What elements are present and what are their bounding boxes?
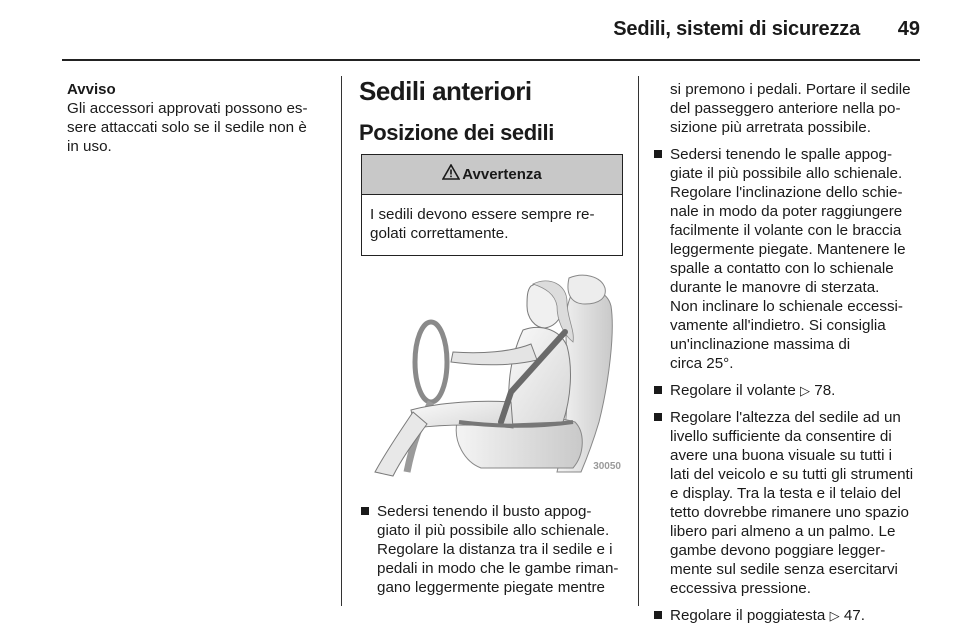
list-item-line: un'inclinazione massima di bbox=[670, 336, 851, 353]
note-line: Gli accessori approvati possono es- bbox=[67, 100, 308, 117]
list-item-line: circa 25°. bbox=[670, 355, 734, 372]
seated-driver-drawing bbox=[361, 272, 623, 480]
note-label: Avviso bbox=[67, 81, 116, 98]
warning-header bbox=[362, 155, 622, 195]
text-line: del passeggero anteriore nella po- bbox=[670, 100, 901, 117]
column-divider-right bbox=[638, 76, 639, 606]
header-rule bbox=[62, 59, 920, 61]
warning-triangle-icon bbox=[442, 164, 460, 185]
list-item-line: Sedersi tenendo le spalle appog- bbox=[670, 146, 893, 163]
list-item-line: facilmente il volante con le braccia bbox=[670, 222, 902, 239]
text-line: sizione più arretrata possibile. bbox=[670, 119, 871, 136]
list-item bbox=[652, 381, 922, 400]
list-item bbox=[652, 408, 922, 598]
list-item bbox=[359, 502, 624, 597]
list-item-line: eccessiva pressione. bbox=[670, 580, 811, 597]
list-item-line: libero pari almeno a un palmo. Le bbox=[670, 523, 896, 540]
list-item-line: Regolare l'altezza del sedile ad un bbox=[670, 409, 901, 426]
list-item-line: durante le manovre di sterzata. bbox=[670, 279, 880, 296]
list-item-line: spalle a contatto con lo schienale bbox=[670, 260, 894, 277]
note-line: in uso. bbox=[67, 138, 112, 155]
list-item-line: avere una buona visuale su tutti i bbox=[670, 447, 893, 464]
note-line: sere attaccati solo se il sedile non è bbox=[67, 119, 307, 136]
column-divider-left bbox=[341, 76, 342, 606]
warning-body bbox=[362, 195, 622, 255]
section-heading: Sedili anteriori bbox=[359, 76, 532, 106]
figure-number: 30050 bbox=[593, 461, 621, 472]
list-item-line: tetto dovrebbe rimanere uno spazio bbox=[670, 504, 909, 521]
page-number: 49 bbox=[897, 18, 920, 40]
list-item-line: vamente all'indietro. Si consiglia bbox=[670, 317, 886, 334]
page-reference-icon: ▷ bbox=[800, 383, 811, 398]
column-2 bbox=[359, 76, 624, 605]
column-3 bbox=[652, 80, 922, 633]
list-item-line: leggermente piegate. Mantenere le bbox=[670, 241, 906, 258]
list-item-line: lati del veicolo e su tutti gli strumenti bbox=[670, 466, 914, 483]
text-line: si premono i pedali. Portare il sedile bbox=[670, 81, 911, 98]
page-reference: 78. bbox=[814, 382, 836, 399]
subsection-heading: Posizione dei sedili bbox=[359, 120, 554, 145]
list-item-line: giate il più possibile allo schienale. bbox=[670, 165, 903, 182]
note-text bbox=[67, 99, 329, 156]
list-item-line: Regolare la distanza tra il sedile e i bbox=[377, 541, 613, 558]
list-item-line: giato il più possibile allo schienale. bbox=[377, 522, 610, 539]
list-item bbox=[652, 145, 922, 373]
list-item-line: pedali in modo che le gambe riman- bbox=[377, 560, 619, 577]
list-item-line: gambe devono poggiare legger- bbox=[670, 542, 886, 559]
list-item-line: nale in modo da poter raggiungere bbox=[670, 203, 903, 220]
continuation-text bbox=[652, 80, 922, 137]
list-item-line: gano leggermente piegate mentre bbox=[377, 579, 605, 596]
list-item-text: Regolare il poggiatesta bbox=[670, 607, 826, 624]
list-item-line: e display. Tra la testa e il telaio del bbox=[670, 485, 902, 502]
list-item-line: Regolare l'inclinazione dello schie- bbox=[670, 184, 903, 201]
page-reference: 47. bbox=[843, 607, 865, 624]
list-item bbox=[652, 606, 922, 625]
warning-box bbox=[361, 154, 623, 256]
page-header bbox=[0, 0, 960, 62]
section-title: Sedili, sistemi di sicurezza bbox=[613, 18, 860, 40]
list-item-line: Non inclinare lo schienale eccessi- bbox=[670, 298, 903, 315]
warning-line: I sedili devono essere sempre re- bbox=[370, 206, 595, 223]
list-item-line: livello sufficiente da consentire di bbox=[670, 428, 892, 445]
page-reference-icon: ▷ bbox=[829, 608, 840, 623]
seating-position-illustration bbox=[361, 272, 623, 480]
list-item-line: mente sul sedile senza esercitarvi bbox=[670, 561, 898, 578]
warning-line: golati correttamente. bbox=[370, 225, 509, 242]
warning-title: Avvertenza bbox=[462, 166, 542, 183]
column-1 bbox=[67, 80, 329, 156]
list-item-text: Regolare il volante bbox=[670, 382, 796, 399]
list-item-line: Sedersi tenendo il busto appog- bbox=[377, 503, 592, 520]
